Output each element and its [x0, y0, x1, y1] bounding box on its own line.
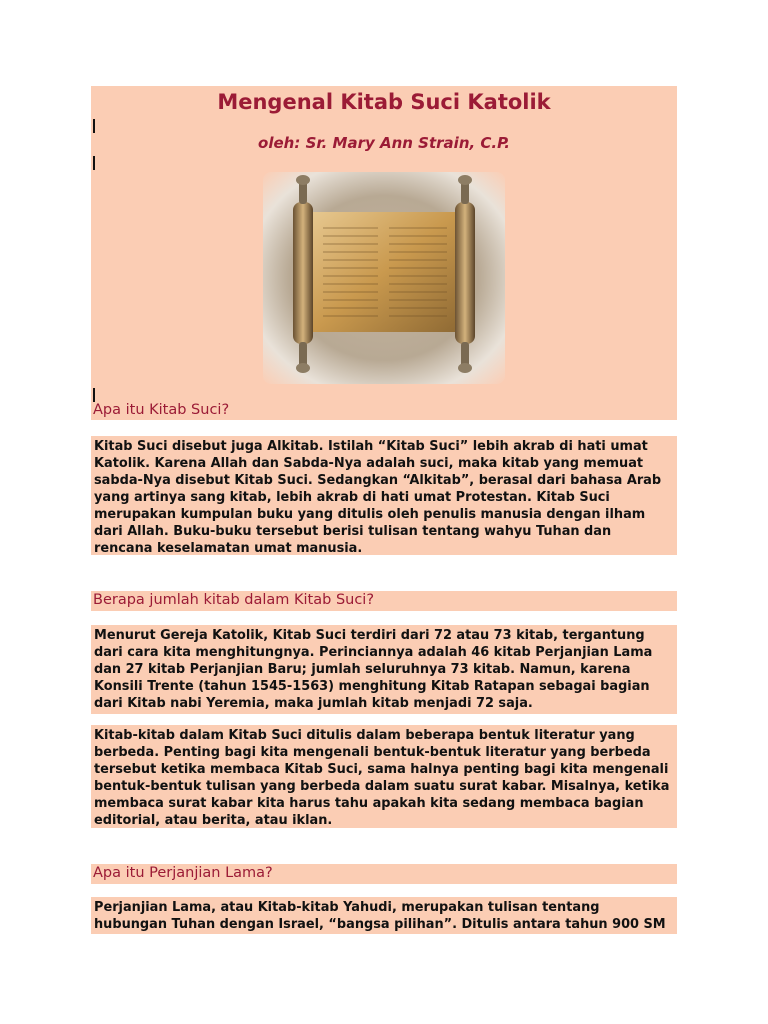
page-title: Mengenal Kitab Suci Katolik — [217, 90, 551, 114]
scroll-image — [263, 172, 505, 384]
section-heading: Apa itu Perjanjian Lama? — [93, 865, 273, 881]
text-cursor-mark — [93, 156, 95, 170]
section-heading: Berapa jumlah kitab dalam Kitab Suci? — [93, 592, 375, 608]
text-cursor-mark — [93, 119, 95, 133]
text-cursor-mark — [93, 388, 95, 402]
paragraph: Perjanjian Lama, atau Kitab-kitab Yahudi, merupakan tulisan tentang hubungan Tuhan dengan Israel, “bangsa pilihan”. Ditulis antara tahun 900 SM — [91, 897, 677, 934]
paragraph: Menurut Gereja Katolik, Kitab Suci terdiri dari 72 atau 73 kitab, tergantung dari cara kita menghitungnya. Perinciannya adalah 46 kitab Perjanjian Lama dan 27 kitab Perjanjian Baru; jumlah seluruhnya 73 kitab. Namun, karena Konsili Trente (tahun 1545-1563) menghitung Kitab Ratapan sebagai bagian dari Kitab nabi Yeremia, maka jumlah kitab menjadi 72 saja. — [91, 625, 677, 714]
header-block — [91, 86, 677, 420]
paragraph: Kitab-kitab dalam Kitab Suci ditulis dalam beberapa bentuk literatur yang berbeda. Penting bagi kita mengenali bentuk-bentuk literatur yang berbeda tersebut ketika membaca Kitab Suci, sama halnya penting bagi kita mengenali bentuk-bentuk tulisan yang berbeda dalam suatu surat kabar. Misalnya, ketika membaca surat kabar kita harus tahu apakah kita sedang membaca bagian editorial, atau berita, atau iklan. — [91, 725, 677, 828]
paragraph: Kitab Suci disebut juga Alkitab. Istilah “Kitab Suci” lebih akrab di hati umat Katolik. Karena Allah dan Sabda-Nya adalah suci, maka kitab yang memuat sabda-Nya disebut Kitab Suci. Sedangkan “Alkitab”, berasal dari bahasa Arab yang artinya sang kitab, lebih akrab di hati umat Protestan. Kitab Suci merupakan kumpulan buku yang ditulis oleh penulis manusia dengan ilham dari Allah. Buku-buku tersebut berisi tulisan tentang wahyu Tuhan dan rencana keselamatan umat manusia. — [91, 436, 677, 555]
scroll-icon — [263, 172, 505, 384]
author-line: oleh: Sr. Mary Ann Strain, C.P. — [258, 134, 510, 152]
section-heading: Apa itu Kitab Suci? — [93, 402, 230, 418]
